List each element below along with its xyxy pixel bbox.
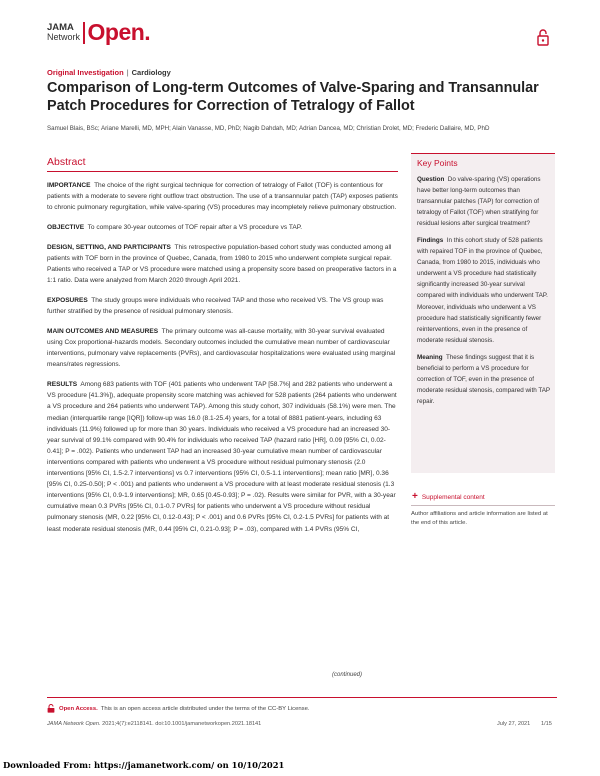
logo-wordmark	[47, 23, 80, 42]
category-separator: |	[126, 68, 129, 77]
download-stamp: Downloaded From: https://jamanetwork.com/ on 10/10/2021	[3, 760, 285, 770]
author-affiliations-note: Author affiliations and article information are listed at the end of this article.	[411, 511, 548, 526]
article-type: Original Investigation	[47, 68, 124, 77]
supplemental-content-link[interactable]	[412, 493, 485, 501]
logo-line1: JAMA	[47, 22, 74, 33]
open-access-icon	[47, 704, 55, 713]
open-access-lock-icon	[537, 28, 549, 46]
article-title: Comparison of Long-term Outcomes of Valve-Sparing and Transannular Patch Procedures for Correction of Tetralogy of Fallot	[47, 80, 539, 114]
article-topic: Cardiology	[131, 68, 171, 77]
open-access-text: This is an open access article distributed under the terms of the CC-BY License.	[100, 705, 310, 712]
article-category	[47, 68, 171, 77]
footer-divider	[47, 697, 557, 698]
abstract-heading: Abstract	[47, 156, 398, 172]
open-access-notice	[47, 704, 310, 713]
publication-date: July 27, 2021	[497, 721, 531, 727]
abstract-outcomes: MAIN OUTCOMES AND MEASURES The primary outcome was all-cause mortality, with 30-year survival evaluated using Cox proportional-hazards models. Secondary outcomes included the cumulative mean number of cardiovascular interventions, pulmonary valve replacements (PVRs), and cardiovascular hospitalizations were evaluated using marginal means/rates regressions.	[47, 328, 396, 369]
abstract-design: DESIGN, SETTING, AND PARTICIPANTS This retrospective population-based cohort study was conducted among all patients with TOF born in the province of Quebec, Canada, from 1980 to 2015 who underwent complete surgical repair. Patients who received a TAP or VS procedure were matched using a propensity score based on preoperative factors in a 1:1 ratio. Data were analyzed from March 2020 through April 2021.	[47, 243, 397, 285]
open-access-label: Open Access.	[59, 705, 98, 712]
logo-open: Open.	[87, 19, 151, 45]
continued-note: (continued)	[332, 672, 363, 678]
key-points-findings: Findings In this cohort study of 528 patients with repaired TOF in the province of Quebec, Canada, from 1980 to 2015, individuals who underwent a VS procedure had statistically significantly increased 30-year survival compared with individuals who underwent TAP. Moreover, individuals who underwent a VS procedure had statistically significantly fewer reinterventions, even in the presence of moderate residual stenosis.	[417, 237, 548, 344]
key-points-meaning: Meaning These findings suggest that it is beneficial to perform a VS procedure for correction of TOF, even in the presence of moderate residual stenosis, compared with TAP repair.	[417, 353, 550, 405]
journal-citation: JAMA Network Open. 2021;4(7):e2118141. doi:10.1001/jamanetworkopen.2021.18141	[47, 721, 262, 727]
key-points-heading: Key Points	[417, 158, 458, 168]
author-list: Samuel Blais, BSc; Ariane Marelli, MD, MPH; Alain Vanasse, MD, PhD; Nagib Dahdah, MD; Adrian Dancea, MD; Christian Drolet, MD; Frederic Dallaire, MD, PhD	[47, 125, 490, 132]
abstract-exposures: EXPOSURES The study groups were individuals who received TAP and those who received VS. The VS group was further stratified by the presence of residual pulmonary stenosis.	[47, 297, 384, 316]
page-number: 1/15	[541, 721, 552, 727]
key-points-question: Question Do valve-sparing (VS) operations have better long-term outcomes than transannular patches (TAP) for correction of tetralogy of Fallot (TOF) when stratifying for residual lesions after surgical treatment?	[417, 176, 541, 228]
supplemental-label: Supplemental content	[421, 493, 485, 501]
sidebar-divider	[411, 505, 555, 506]
abstract-objective: OBJECTIVE To compare 30-year outcomes of TOF repair after a VS procedure vs TAP.	[47, 224, 303, 232]
abstract-body	[47, 180, 398, 541]
abstract-results: RESULTS Among 683 patients with TOF (401 patients who underwent TAP [58.7%] and 282 patients who underwent a VS procedure [41.3%]), adequate propensity score matching was achieved for 528 patients (264 patients who underwent a VS procedure and 264 patients who underwent TAP). Among this study cohort, 307 individuals (58.1%) were men. The median (interquartile range [IQR]) follow-up was 16.0 (8.1-25.4) years, for a total of 8881 patient-years, including 63 individuals (11.9%) followed up for more than 30 years. Individuals who received a VS procedure had an increased 30-year survival of 99.1% compared with 90.4% for individuals who received TAP (hazard ratio [HR], 0.09 [95% CI, 0.02-0.41]; P = .002). Patients who underwent TAP had an increased 30-year cumulative mean number of cardiovascular interventions compared with patients who underwent a VS procedure without residual pulmonary stenosis (2.0 interventions [95% CI, 1.5-2.7 interventions] vs 0.7 interventions [95% CI, 0.5-1.1 interventions]; mean ratio [MR], 0.36 [95% CI, 0.25-0.50]; P < .001) and patients who underwent a VS procedure with at least moderate residual stenosis (1.3 interventions [95% CI, 0.9-1.9 interventions]; MR, 0.65 [0.45-0.93]; P = .02). Results were similar for PVR, with a 30-year cumulative mean 0.3 PVRs [95% CI, 0.1-0.7 PVRs] for patients who underwent a VS procedure without residual pulmonary stenosis (MR, 0.22 [95% CI, 0.12-0.43]; P < .001) and 0.6 PVRs [95% CI, 0.2-1.5 PVRs] for patients with at least moderate residual stenosis (MR, 0.44 [95% CI, 0.21-0.93]; P = .03), compared with 1.4 PVRs (95% CI,	[47, 381, 397, 533]
plus-icon: +	[412, 491, 418, 502]
journal-logo	[47, 19, 150, 46]
abstract-importance: IMPORTANCE The choice of the right surgical technique for correction of tetralogy of Fallot (TOF) is contentious for patients with a moderate to severe right outflow tract obstruction. The use of a transannular patch (TAP) exposes patients to chronic pulmonary regurgitation, while valve-sparing (VS) procedures may incompletely relieve pulmonary obstruction.	[47, 182, 398, 212]
logo-divider	[83, 22, 85, 44]
key-points-box	[411, 153, 555, 473]
logo-line2: Network	[47, 31, 81, 42]
